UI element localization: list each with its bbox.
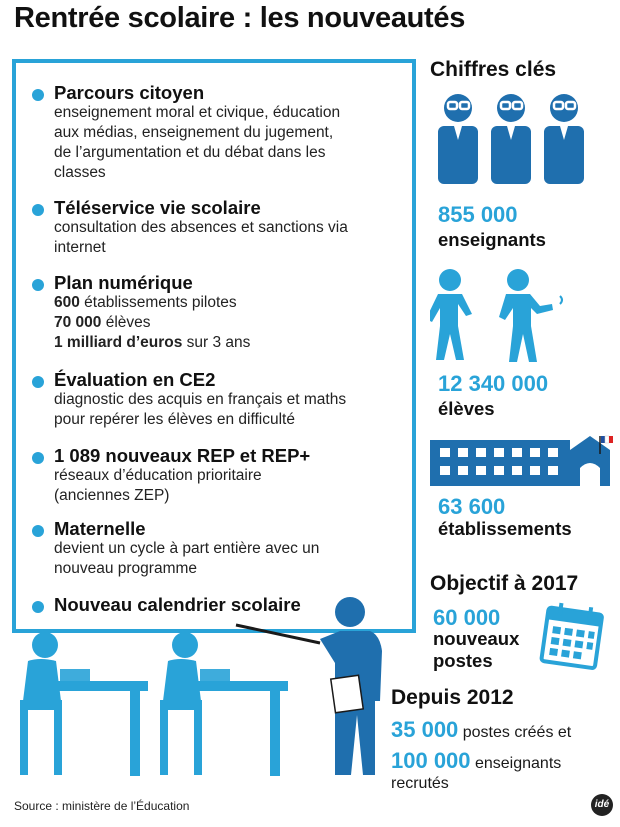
since-number-1: 35 000 <box>391 717 459 742</box>
schools-label: établissements <box>438 518 572 539</box>
item-description <box>54 293 434 353</box>
pupils-label: élèves <box>438 398 495 419</box>
since-heading: Depuis 2012 <box>391 686 514 709</box>
bullet-icon <box>32 376 44 388</box>
since-number-2: 100 000 <box>391 748 471 773</box>
source-note: Source : ministère de l’Éducation <box>14 799 190 813</box>
schools-number: 63 600 <box>438 494 506 519</box>
since-text-3: recrutés <box>391 775 449 792</box>
bullet-icon <box>32 279 44 291</box>
list-item-plan-numerique <box>54 272 434 353</box>
since-text-1: postes créés et <box>458 724 572 741</box>
page-title: Rentrée scolaire : les nouveautés <box>14 2 466 34</box>
teachers-icon <box>436 92 586 187</box>
item-line: internet <box>54 239 106 256</box>
desk-icon <box>198 669 288 776</box>
item-title: 1 089 nouveaux REP et REP+ <box>54 445 311 466</box>
item-title: Téléservice vie scolaire <box>54 197 261 218</box>
desk-icon <box>58 669 148 776</box>
item-line: devient un cycle à part entière avec un <box>54 540 320 557</box>
item-line: 70 000 élèves <box>54 314 151 331</box>
since-line-2 <box>391 748 561 774</box>
item-line: de l’argumentation et du débat dans les <box>54 144 326 161</box>
list-item-parcours-citoyen <box>54 82 434 183</box>
publisher-logo: idé <box>591 794 613 816</box>
pupils-number: 12 340 000 <box>438 371 549 396</box>
pupil-icon <box>20 632 62 775</box>
objective-number: 60 000 <box>433 605 501 630</box>
item-title: Évaluation en CE2 <box>54 369 216 390</box>
item-line: classes <box>54 164 106 181</box>
classroom-illustration <box>0 595 420 815</box>
item-line: (anciennes ZEP) <box>54 487 170 504</box>
item-description <box>54 218 434 258</box>
item-description <box>54 539 434 579</box>
objective-heading: Objectif à 2017 <box>430 572 579 595</box>
objective-label-1: nouveaux <box>433 628 520 649</box>
pupil-icon <box>160 632 202 775</box>
list-item-rep <box>54 445 434 506</box>
item-line: diagnostic des acquis en français et maths <box>54 391 347 408</box>
bullet-icon <box>32 204 44 216</box>
objective-label-2: postes <box>433 650 493 671</box>
calendar-icon <box>539 601 607 671</box>
item-line: aux médias, enseignement du jugement, <box>54 124 334 141</box>
item-line: enseignement moral et civique, éducation <box>54 104 341 121</box>
item-line: nouveau programme <box>54 560 198 577</box>
list-item-teleservice <box>54 197 434 258</box>
item-description <box>54 390 434 430</box>
item-line: consultation des absences et sanctions via <box>54 219 348 236</box>
bullet-icon <box>32 452 44 464</box>
since-text-2: enseignants <box>470 755 562 772</box>
item-title: Parcours citoyen <box>54 82 205 103</box>
item-line: 600 établissements pilotes <box>54 294 237 311</box>
bullet-icon <box>32 89 44 101</box>
school-building-icon <box>430 430 615 488</box>
item-title: Plan numérique <box>54 272 193 293</box>
item-title: Maternelle <box>54 518 146 539</box>
item-line: pour repérer les élèves en difficulté <box>54 411 295 428</box>
list-item-evaluation-ce2 <box>54 369 434 430</box>
pupils-icon <box>430 268 570 363</box>
item-line: 1 milliard d’euros sur 3 ans <box>54 334 251 351</box>
item-description <box>54 466 434 506</box>
list-item-maternelle <box>54 518 434 579</box>
teachers-label: enseignants <box>438 229 546 250</box>
key-figures-heading: Chiffres clés <box>430 58 557 81</box>
since-line-1 <box>391 717 571 743</box>
bullet-icon <box>32 525 44 537</box>
item-line: réseaux d’éducation prioritaire <box>54 467 262 484</box>
teachers-number: 855 000 <box>438 202 518 227</box>
item-description <box>54 103 434 183</box>
item-title: Nouveau calendrier scolaire <box>54 594 301 615</box>
